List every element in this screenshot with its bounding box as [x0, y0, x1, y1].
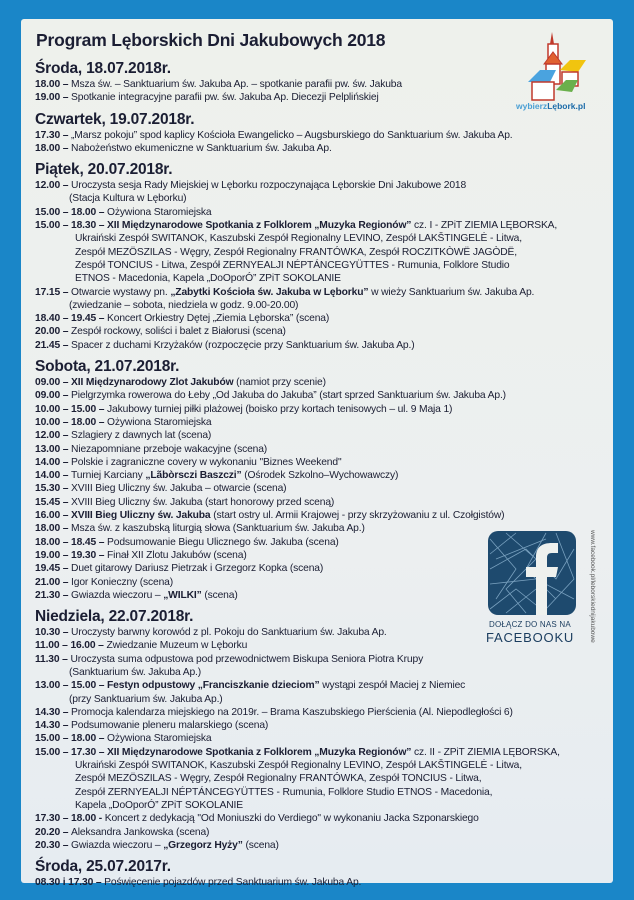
item-highlight: XII Międzynarodowy Zlot Jakubów: [71, 377, 234, 389]
item-line: [35, 536, 615, 549]
item-text: Gwiazda wieczoru –: [71, 589, 164, 601]
time-separator: –: [60, 443, 72, 455]
item-line: [35, 706, 615, 719]
schedule-item: [35, 206, 615, 219]
item-line: [35, 312, 615, 325]
day-heading: Środa, 18.07.2018r.: [35, 60, 171, 77]
item-line: [35, 206, 615, 219]
item-time: 15.45: [35, 496, 61, 508]
item-text: Podsumowanie pleneru malarskiego (scena): [71, 720, 269, 732]
item-line: [35, 786, 615, 799]
item-time: 18.00 – 18.45: [35, 536, 97, 548]
item-time: 15.00 – 18.00: [35, 206, 97, 218]
item-line: [35, 626, 615, 639]
schedule-item: [35, 679, 615, 706]
item-text: Szlagiery z dawnych lat (scena): [71, 430, 212, 442]
item-text: Ukraiński Zespół SWITANOK, Kaszubski Zespół Regionalny LEVINO, Zespół LAKŠTINGELĖ - Litwa,: [75, 760, 522, 772]
item-time: 14.30: [35, 706, 61, 718]
schedule-item: [35, 456, 615, 469]
item-text: (Stacja Kultura w Lęborku): [69, 193, 187, 205]
time-separator: –: [60, 377, 72, 389]
schedule-item: [35, 443, 615, 456]
time-separator: –: [60, 839, 72, 851]
time-separator: –: [60, 180, 72, 192]
schedule-item: [35, 496, 615, 509]
item-text: ETNOS - Macedonia, Kapela „DoOporÓ” ZPiT SOKOLANIE: [75, 273, 341, 285]
item-text: Spacer z duchami Krzyżaków (rozpoczęcie przy Sanktuarium św. Jakuba Ap.): [71, 339, 415, 351]
item-time: 13.00 – 15.00: [35, 680, 97, 692]
item-time: 19.00 – 19.30: [35, 549, 97, 561]
time-separator: –: [60, 430, 72, 442]
day-section: [35, 160, 615, 352]
day-heading: Środa, 25.07.2017r.: [35, 858, 171, 876]
item-time: 11.30: [35, 653, 60, 665]
item-text: (namiot przy scenie): [233, 377, 326, 389]
schedule-item: [35, 639, 615, 652]
schedule-item: [35, 839, 615, 852]
item-text: XVIII Bieg Uliczny św. Jakuba – otwarcie (scena): [71, 483, 287, 495]
item-time: 18.00: [35, 79, 61, 90]
time-separator: –: [96, 536, 108, 548]
time-separator: –: [60, 142, 72, 154]
item-text: Niezapomniane przeboje wakacyjne (scena): [71, 443, 268, 455]
item-text: Polskie i zagraniczne covery w wykonaniu "Biznes Weekend": [71, 456, 342, 468]
item-line: [35, 732, 615, 745]
day-heading: Piątek, 20.07.2018r.: [35, 161, 173, 179]
day-section: [35, 110, 615, 156]
schedule-item: [35, 706, 615, 719]
schedule-item: [35, 129, 615, 142]
schedule-item: [35, 576, 615, 589]
item-line: [35, 232, 615, 245]
time-separator: –: [60, 510, 72, 522]
item-time: 20.00: [35, 326, 61, 338]
item-text: Poświęcenie pojazdów przed Sanktuarium św. Jakuba Ap.: [104, 877, 362, 889]
time-separator: –: [96, 746, 108, 758]
page-title: Program Lęborskich Dni Jakubowych 2018: [36, 30, 386, 50]
item-line: [35, 839, 615, 852]
schedule-item: [35, 482, 615, 495]
item-text: cz. II - ZPiT ZIEMIA LĘBORSKA,: [411, 746, 560, 758]
item-text: Zespół ZERNYEALJI NÉPTÁNCEGYÜTTES - Rumunia, Folklore Studio ETNOS - Macedonia,: [75, 786, 493, 798]
item-line: [35, 509, 615, 522]
item-time: 14.00: [35, 456, 61, 468]
item-line: [35, 259, 615, 272]
time-separator: –: [60, 706, 72, 718]
item-time: 21.30: [35, 589, 61, 601]
schedule-item: [35, 416, 615, 429]
item-highlight: XII Międzynarodowe Spotkania z Folklorem „Muzyka Regionów”: [107, 220, 412, 232]
schedule-item: [35, 429, 615, 442]
time-separator: –: [60, 589, 72, 601]
item-time: 21.00: [35, 576, 61, 588]
item-text: (scena): [242, 839, 279, 851]
item-line: [35, 522, 615, 535]
time-separator: –: [93, 877, 105, 889]
item-text: (przy Sanktuarium św. Jakuba Ap.): [69, 693, 223, 705]
schedule-item: [35, 562, 615, 575]
item-text: Podsumowanie Biegu Ulicznego św. Jakuba (scena): [107, 536, 339, 548]
schedule-item: [35, 389, 615, 402]
item-text: Pielgrzymka rowerowa do Łeby „Od Jakuba do Jakuba” (start sprzed Sanktuarium św. Jakuba Ap.): [71, 390, 506, 402]
item-time: 20.20: [35, 826, 61, 838]
item-text: Aleksandra Jankowska (scena): [71, 826, 210, 838]
day-heading: Sobota, 21.07.2018r.: [35, 358, 180, 376]
item-text: Ożywiona Staromiejska: [107, 206, 212, 218]
item-text: Turniej Karciany: [71, 470, 146, 482]
item-time: 17.15: [35, 286, 61, 298]
item-highlight: „WILKI”: [163, 589, 202, 601]
item-line: [35, 666, 615, 679]
item-line: [35, 482, 615, 495]
time-separator: –: [60, 339, 72, 351]
item-text: (zwiedzanie – sobota, niedziela w godz. 9.00-20.00): [69, 299, 299, 311]
item-line: [35, 325, 615, 338]
time-separator: –: [59, 653, 71, 665]
item-line: [35, 826, 615, 839]
schedule-item: [35, 653, 615, 680]
item-text: Ożywiona Staromiejska: [107, 733, 212, 745]
time-separator: –: [60, 129, 72, 141]
item-line: [35, 759, 615, 772]
time-separator: –: [96, 733, 108, 745]
item-text: Ukraiński Zespół SWITANOK, Kaszubski Zespół Regionalny LEVINO, Zespół LAKŠTINGELĖ - Litwa,: [75, 233, 522, 245]
item-line: [35, 429, 615, 442]
item-time: 19.00: [35, 92, 61, 104]
item-time: 08.30 i 17.30: [35, 877, 94, 889]
schedule-item: [35, 376, 615, 389]
time-separator: –: [96, 220, 108, 232]
item-time: 09.00: [35, 377, 61, 389]
item-line: [35, 403, 615, 416]
schedule-item: [35, 626, 615, 639]
day-section: [35, 357, 615, 602]
item-text: Finał XII Zlotu Jakubów (scena): [107, 549, 247, 561]
time-separator: –: [95, 640, 107, 652]
item-line: [35, 576, 615, 589]
item-time: 20.30: [35, 839, 61, 851]
schedule-item: [35, 142, 615, 155]
item-line: [35, 746, 615, 759]
item-text: „Marsz pokoju” spod kaplicy Kościoła Ewangelicko – Augsburskiego do Sanktuarium św. Jakuba Ap.: [71, 129, 513, 141]
day-section: [35, 607, 615, 852]
item-text: Zespół MEZÖSZILAS - Węgry, Zespół Regionalny FRANTÓWKA, Zespół ROCZITKÒWË JAGÒDË,: [75, 246, 517, 258]
item-line: [35, 219, 615, 232]
schedule-item: [35, 812, 615, 825]
item-time: 12.00: [35, 180, 61, 192]
item-time: 11.00 – 16.00: [35, 640, 96, 652]
time-separator: –: [60, 456, 72, 468]
item-text: Uroczysty barwny korowód z pl. Pokoju do Sanktuarium św. Jakuba Ap.: [71, 627, 387, 639]
time-separator: –: [96, 680, 108, 692]
item-line: [35, 549, 615, 562]
item-time: 14.00: [35, 470, 61, 482]
item-highlight: Festyn odpustowy „Franciszkanie dzieciom”: [107, 680, 320, 692]
item-text: Zespół MEZÖSZILAS - Węgry, Zespół Regionalny FRANTÓWKA, Zespół TONCIUS - Litwa,: [75, 773, 482, 785]
item-line: [35, 653, 615, 666]
item-time: 18.00: [35, 142, 61, 154]
item-line: [35, 246, 615, 259]
time-separator: -: [96, 813, 105, 825]
item-time: 17.30: [35, 129, 61, 141]
time-separator: –: [60, 390, 72, 402]
item-line: [35, 469, 615, 482]
time-separator: –: [96, 403, 108, 415]
logo-text-bold: Lębork.pl: [547, 101, 586, 111]
day-heading: Czwartek, 19.07.2018r.: [35, 110, 195, 128]
item-text: cz. I - ZPiT ZIEMIA LĘBORSKA,: [411, 220, 558, 232]
item-time: 15.00 – 18.30: [35, 220, 97, 232]
item-text: Zespół rockowy, soliści i balet z Białorusi (scena): [71, 326, 286, 338]
item-highlight: „Zabytki Kościoła św. Jakuba w Lęborku”: [170, 286, 369, 298]
schedule-item: [35, 522, 615, 535]
schedule-item: [35, 339, 615, 352]
item-line: [35, 129, 615, 142]
item-line: [35, 679, 615, 692]
item-time: 15.00 – 18.00: [35, 733, 97, 745]
schedule-item: [35, 91, 615, 104]
item-text: Gwiazda wieczoru –: [71, 839, 164, 851]
day-section: [35, 857, 615, 889]
item-line: [35, 416, 615, 429]
time-separator: –: [60, 826, 72, 838]
time-separator: –: [60, 496, 72, 508]
item-text: wystąpi zespół Maciej z Niemiec: [319, 680, 466, 692]
item-time: 10.00 – 18.00: [35, 416, 97, 428]
time-separator: –: [96, 313, 108, 325]
item-time: 18.40 – 19.45: [35, 313, 97, 325]
item-text: w wieży Sanktuarium św. Jakuba Ap.: [368, 286, 535, 298]
time-separator: –: [60, 627, 72, 639]
item-text: (Ośrodek Szkolno–Wychowawczy): [241, 470, 399, 482]
item-line: [35, 562, 615, 575]
time-separator: –: [60, 576, 72, 588]
item-line: [35, 443, 615, 456]
schedule-item: [35, 589, 615, 602]
item-line: [35, 876, 615, 889]
item-time: 12.00: [35, 430, 61, 442]
time-separator: –: [60, 720, 72, 732]
item-line: [35, 456, 615, 469]
item-time: 19.45: [35, 563, 61, 575]
schedule-item: [35, 219, 615, 285]
item-text: Zespół TONCIUS - Litwa, Zespół ZERNYEALJI NÉPTÁNCEGYÜTTES - Rumunia, Folklore Studio: [75, 259, 510, 271]
item-line: [35, 192, 615, 205]
item-text: Zwiedzanie Muzeum w Lęborku: [106, 640, 248, 652]
item-line: [35, 812, 615, 825]
schedule-item: [35, 746, 615, 812]
schedule-item: [35, 876, 615, 889]
item-line: [35, 91, 615, 104]
time-separator: –: [96, 416, 108, 428]
item-text: Koncert Orkiestry Dętej „Ziemia Lęborska” (scena): [107, 313, 330, 325]
schedule-item: [35, 549, 615, 562]
item-text: Jakubowy turniej piłki plażowej (boisko przy kortach tenisowych – ul. 9 Maja 1): [107, 403, 453, 415]
facebook-url[interactable]: www.facebook.pl/leborskiednijakubowe: [589, 530, 596, 643]
logo-text-light: wybierz: [516, 101, 548, 111]
time-separator: –: [60, 470, 72, 482]
item-time: 13.00: [35, 443, 61, 455]
item-line: [35, 286, 615, 299]
item-text: Duet gitarowy Dariusz Pietrzak i Grzegorz Kopka (scena): [71, 563, 324, 575]
item-line: [35, 389, 615, 402]
item-text: Kapela „DoOporÓ” ZPiT SOKOLANIE: [75, 799, 243, 811]
item-line: [35, 78, 615, 91]
item-line: [35, 719, 615, 732]
time-separator: –: [60, 286, 72, 298]
item-text: (start ostry ul. Armii Krajowej - przy skrzyżowaniu z ul. Czołgistów): [210, 510, 505, 522]
item-text: XVIII Bieg Uliczny św. Jakuba (start honorowy przed sceną): [71, 496, 335, 508]
item-text: Koncert z dedykacją "Od Moniuszki do Verdiego" w wykonaniu Jacka Szponarskiego: [104, 813, 479, 825]
item-line: [35, 772, 615, 785]
item-text: Uroczysta sesja Rady Miejskiej w Lęborku rozpoczynająca Lęborskie Dni Jakubowe 2018: [71, 180, 467, 192]
time-separator: –: [60, 326, 72, 338]
item-line: [35, 693, 615, 706]
item-time: 10.00 – 15.00: [35, 403, 97, 415]
item-highlight: XII Międzynarodowe Spotkania z Folklorem „Muzyka Regionów”: [107, 746, 412, 758]
item-text: Spotkanie integracyjne parafii pw. św. Jakuba Ap. Diecezji Pelplińskiej: [71, 92, 379, 104]
item-line: [35, 639, 615, 652]
item-line: [35, 799, 615, 812]
item-highlight: XVIII Bieg Uliczny św. Jakuba: [71, 510, 211, 522]
item-line: [35, 339, 615, 352]
day-heading: Niedziela, 22.07.2018r.: [35, 608, 194, 626]
time-separator: –: [96, 549, 108, 561]
schedule-item: [35, 536, 615, 549]
item-highlight: „Grzegorz Hyży”: [163, 839, 243, 851]
item-text: (scena): [201, 589, 238, 601]
schedule-item: [35, 312, 615, 325]
schedule-item: [35, 325, 615, 338]
item-line: [35, 299, 615, 312]
item-line: [35, 179, 615, 192]
item-time: 15.30: [35, 483, 61, 495]
time-separator: –: [60, 483, 72, 495]
facebook-join-text: DOŁĄCZ DO NAS NA: [489, 620, 571, 629]
time-separator: –: [60, 563, 72, 575]
item-time: 15.00 – 17.30: [35, 746, 97, 758]
item-time: 10.30: [35, 627, 61, 639]
item-time: 21.45: [35, 339, 61, 351]
time-separator: –: [60, 92, 72, 104]
item-time: 18.00: [35, 523, 61, 535]
time-separator: –: [60, 79, 72, 90]
item-line: [35, 272, 615, 285]
item-text: Uroczysta suma odpustowa pod przewodnictwem Biskupa Seniora Piotra Krupy: [70, 653, 424, 665]
program-list: [35, 54, 615, 889]
schedule-item: [35, 732, 615, 745]
item-text: Igor Konieczny (scena): [71, 576, 174, 588]
facebook-name-text: FACEBOOKU: [486, 630, 575, 645]
item-line: [35, 142, 615, 155]
item-text: Ożywiona Staromiejska: [107, 416, 212, 428]
schedule-item: [35, 826, 615, 839]
schedule-item: [35, 469, 615, 482]
item-time: 16.00: [35, 510, 61, 522]
schedule-item: [35, 286, 615, 313]
item-text: Nabożeństwo ekumeniczne w Sanktuarium św. Jakuba Ap.: [71, 142, 332, 154]
day-section: [35, 59, 615, 105]
schedule-item: [35, 509, 615, 522]
time-separator: –: [60, 523, 72, 535]
schedule-item: [35, 403, 615, 416]
schedule-item: [35, 78, 615, 91]
item-text: Msza św. z kaszubską liturgią słowa (Sanktuarium św. Jakuba Ap.): [71, 523, 365, 535]
schedule-item: [35, 719, 615, 732]
item-time: 14.30: [35, 720, 61, 732]
item-text: (Sanktuarium św. Jakuba Ap.): [69, 666, 202, 678]
schedule-item: [35, 179, 615, 206]
item-line: [35, 376, 615, 389]
item-highlight: „Lãbòrsczi Baszczi”: [145, 470, 242, 482]
time-separator: –: [96, 206, 108, 218]
item-line: [35, 589, 615, 602]
item-line: [35, 496, 615, 509]
item-time: 09.00: [35, 390, 61, 402]
item-text: Msza św. – Sanktuarium św. Jakuba Ap. – spotkanie parafii pw. św. Jakuba: [71, 79, 402, 90]
item-time: 17.30 – 18.00: [35, 813, 97, 825]
item-text: Otwarcie wystawy pn.: [71, 286, 171, 298]
item-text: Promocja kalendarza miejskiego na 2019r. – Brama Kaszubskiego Pierścienia (Al. Niepodległości 6): [71, 706, 513, 718]
